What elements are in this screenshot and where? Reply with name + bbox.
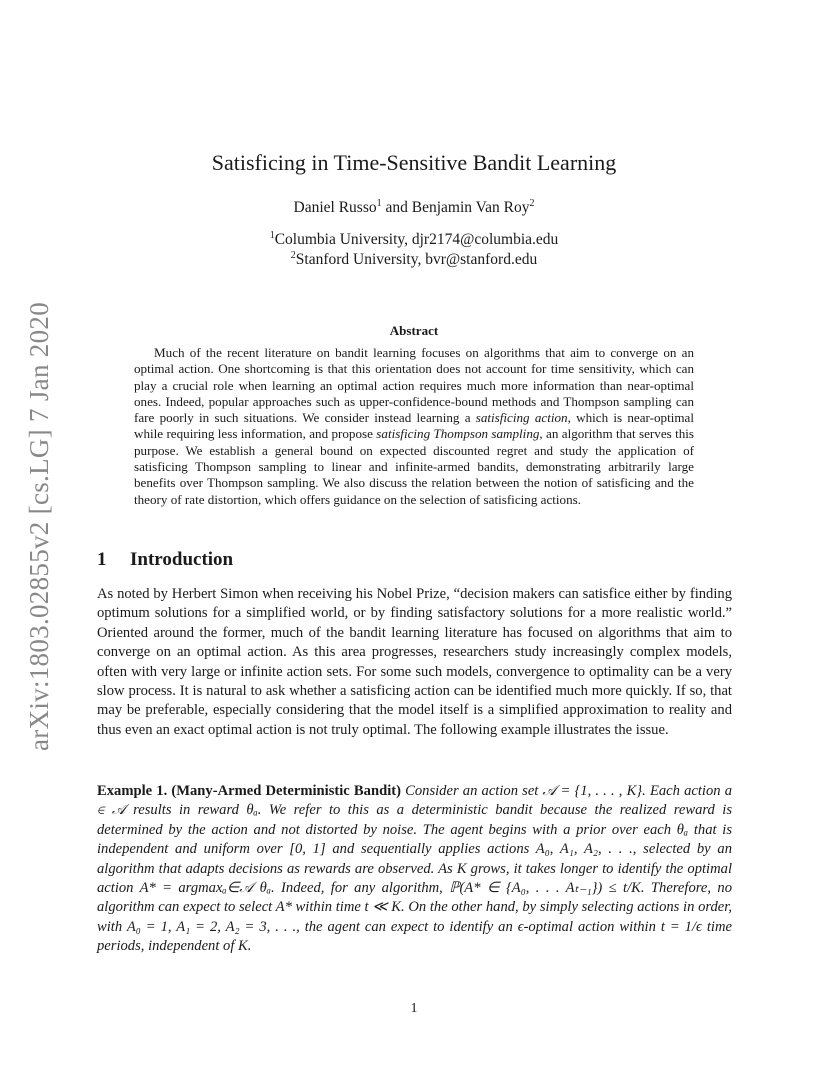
author-name: Benjamin Van Roy (411, 199, 530, 216)
intro-paragraph: As noted by Herbert Simon when receiving his Nobel Prize, “decision makers can satisfice either by finding optimum solutions for a simplified world, or by finding satisfactory solutions for a more realistic world.” Oriented around the former, much of the bandit learning literature has focused on algorithms that aim to converge on an optimal action. As this area progresses, researchers study increasingly complex models, often with very large or infinite action sets. For some such models, convergence to optimality can be a very slow process. It is natural to ask whether a satisficing action can be identified much more quickly. If so, that may be preferable, especially considering that the model itself is a simplified approximation to reality and thus even an exact optimal action is not truly optimal. The following example illustrates the issue. (97, 586, 732, 738)
affiliation (0, 251, 828, 269)
abstract-text: Much of the recent literature on bandit learning focuses on algorithms that aim to converge on an optimal action. One shortcoming is that this orientation does not account for time sensitivity, which can play a crucial role when learning an optimal action requires much more information than near-optimal ones. Indeed, popular approaches such as upper-confidence-bound methods and Thompson sampling can fare poorly in such situations. We consider instead learning a (134, 345, 694, 426)
paper-title: Satisficing in Time-Sensitive Bandit Learning (211, 150, 617, 175)
affiliation-text: Columbia University, djr2174@columbia.edu (274, 231, 559, 248)
author-affil-mark: 1 (376, 198, 382, 209)
abstract-emphasis: satisficing action (475, 410, 568, 426)
author-joiner: and (381, 199, 412, 216)
affiliation-text: Stanford University, bvr@stanford.edu (295, 251, 538, 268)
author-affil-mark: 2 (529, 198, 535, 209)
example-label: Example 1. (Many-Armed Deterministic Bandit) (97, 783, 401, 799)
arxiv-side-stamp (18, 296, 62, 756)
author-name: Daniel Russo (293, 199, 377, 216)
affiliation (0, 231, 828, 249)
section-number: 1 (97, 549, 107, 570)
abstract-text: , which is near-optimal while requiring less information, and propose (134, 410, 694, 442)
arxiv-identifier: arXiv:1803.02855v2 [cs.LG] 7 Jan 2020 (24, 301, 55, 751)
section-title: Introduction (130, 549, 234, 570)
example-text: Consider an action set 𝒜 = {1, . . . , K}. Each action a ∈ 𝒜 results in reward θₐ. We refer to this as a deterministic bandit because the realized reward is determined by the action and not distorted by noise. The agent begins with a prior over each θₐ that is independent and uniform over [0, 1] and sequentially applies actions A₀, A₁, A₂, . . ., selected by an algorithm that adapts decisions as rewards are observed. As K grows, it takes longer to identify the optimal action A* = argmaxₐ∈𝒜 θₐ. Indeed, for any algorithm, ℙ(A* ∈ {A₀, . . . Aₜ₋₁}) ≤ t/K. Therefore, no algorithm can expect to select A* within time t ≪ K. On the other hand, by simply selecting actions in order, with A₀ = 1, A₁ = 2, A₂ = 3, . . ., the agent can expect to identify an ϵ-optimal action within t = 1/ϵ time periods, independent of K. (97, 783, 732, 955)
example-block (97, 782, 732, 957)
abstract-body (134, 345, 694, 508)
page-number: 1 (410, 1001, 418, 1016)
abstract-emphasis: satisficing Thompson sampling (376, 426, 540, 442)
section-heading (97, 549, 233, 571)
author-list (0, 199, 828, 217)
affiliation-mark: 2 (290, 250, 296, 261)
abstract-text: , an algorithm that serves this purpose. We establish a general bound on expected discounted regret and study the application of satisficing Thompson sampling to linear and infinite-armed bandits, demonstrating arbitrarily large benefits over Thompson sampling. We also discuss the relation between the notion of satisficing and the theory of rate distortion, which offers guidance on the selection of satisficing actions. (134, 426, 694, 507)
abstract-heading: Abstract (389, 323, 439, 338)
affiliation-mark: 1 (269, 230, 275, 241)
